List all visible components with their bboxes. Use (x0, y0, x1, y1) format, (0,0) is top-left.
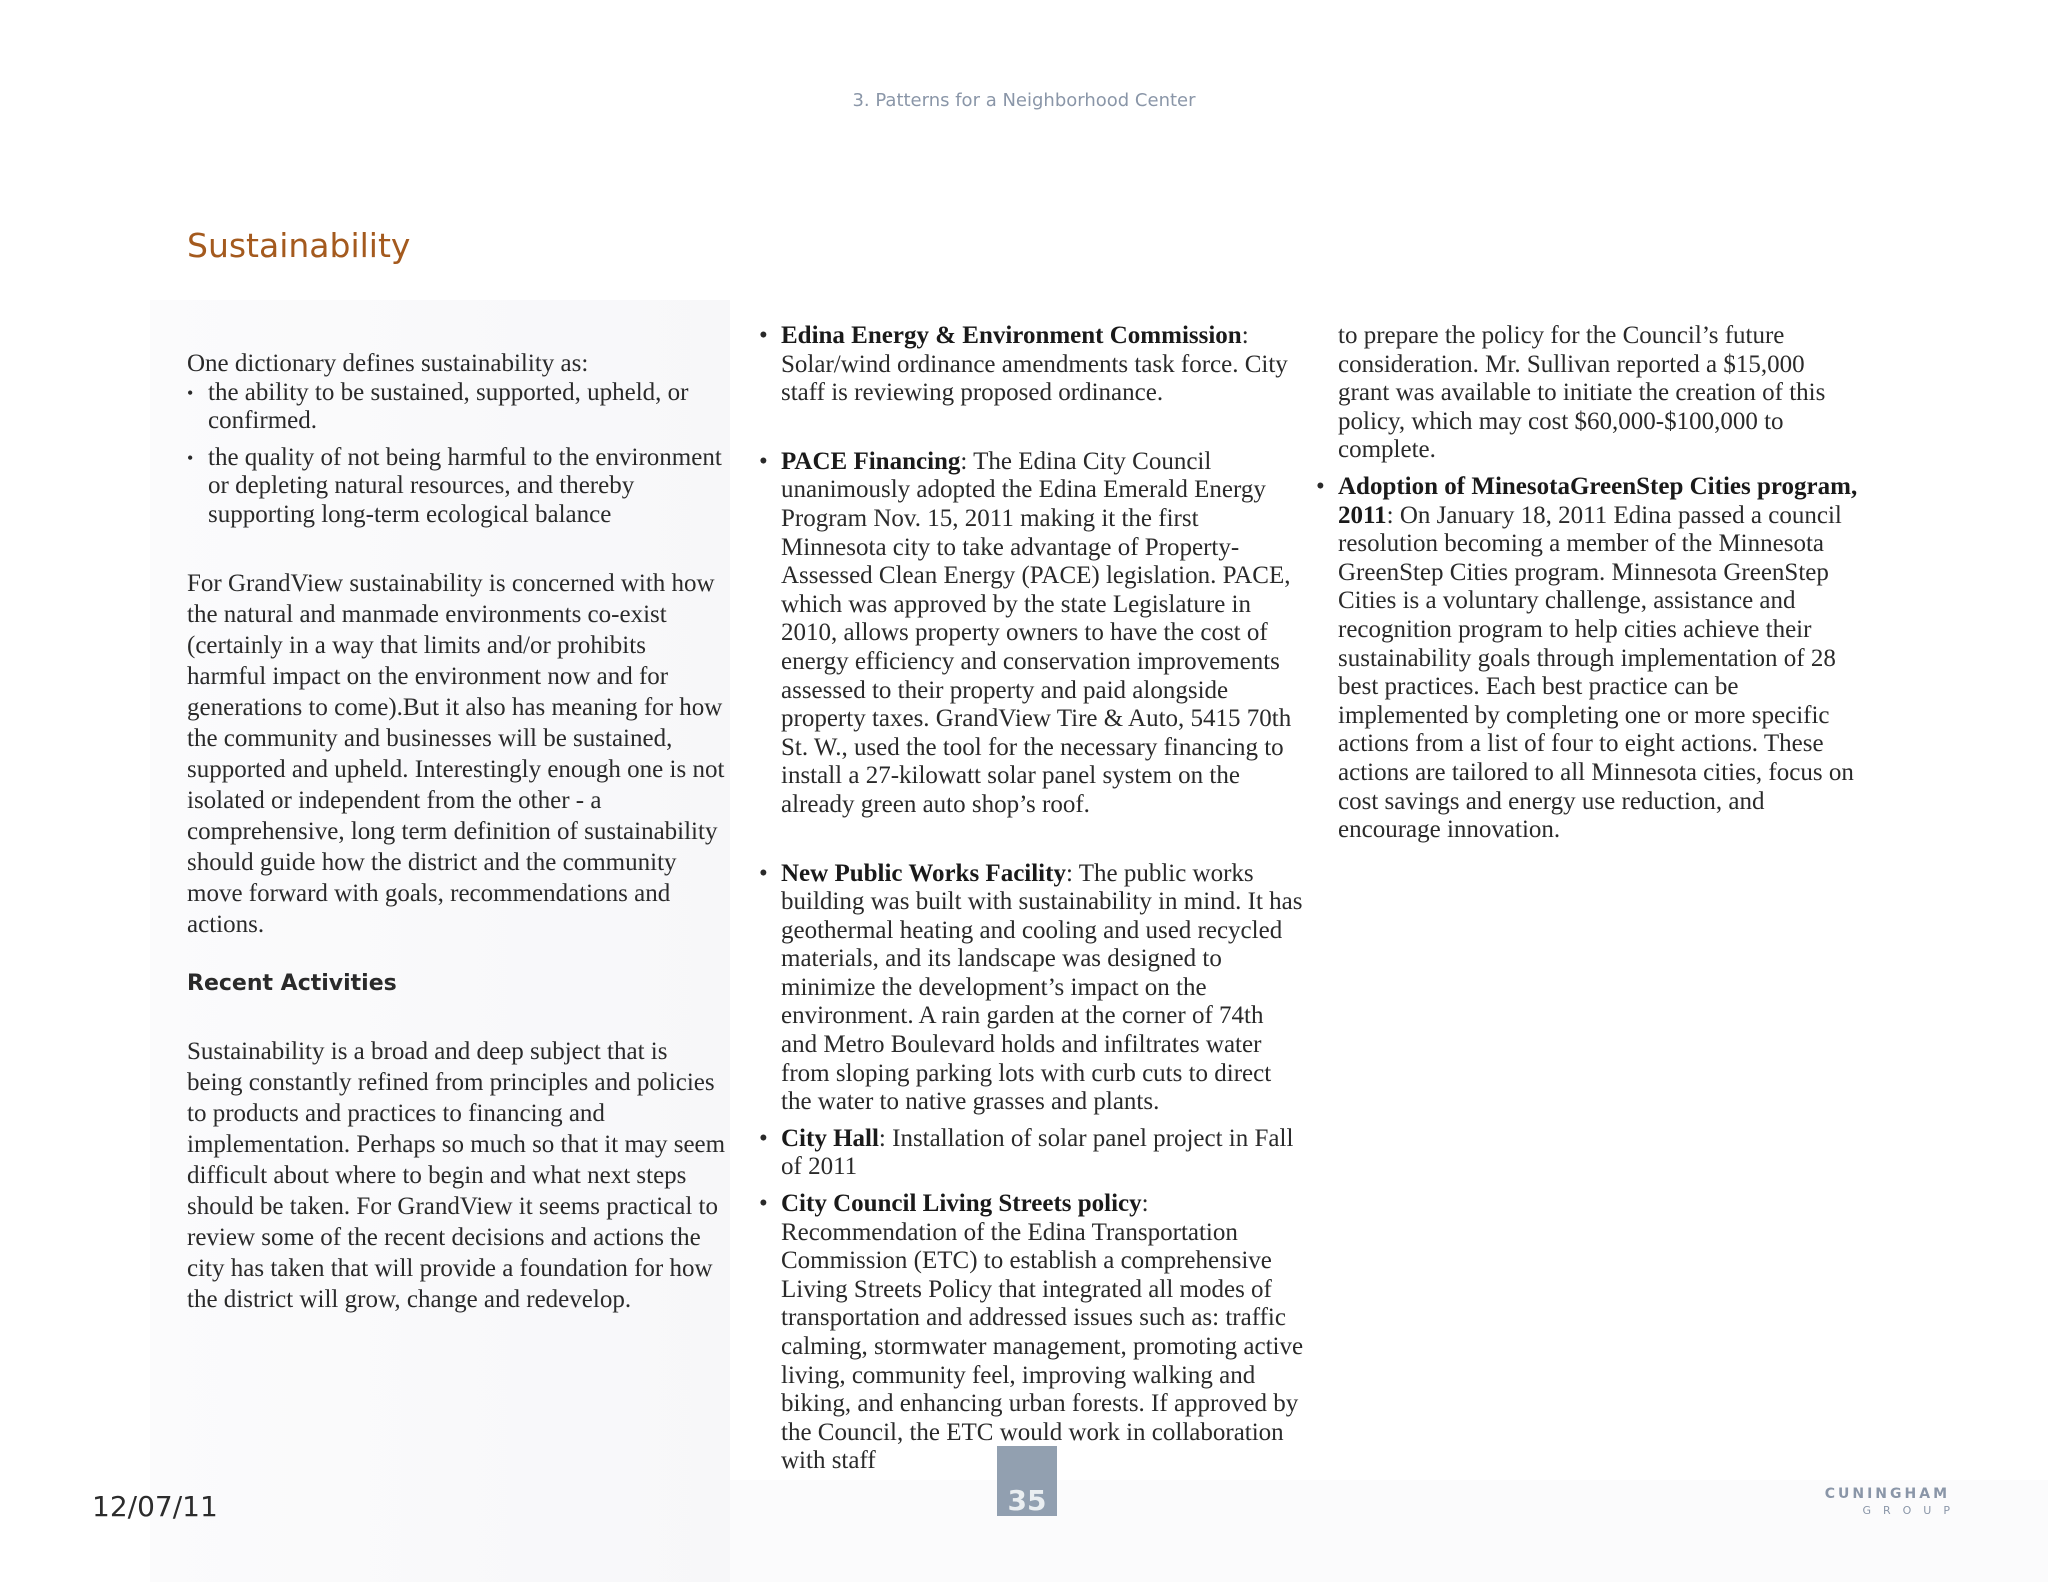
grandview-paragraph: For GrandView sustainability is concerned with how the natural and manmade environments co-exist (certainly in a way that limits and/or prohibits harmful impact on the environment now and for generations to come).But it also has meaning for how the community and businesses will be sustained, supported and upheld. Interestingly enough one is not isolated or independent from the other - a comprehensive, long term definition of sustainability should guide how the district and the community move forward with goals, recommendations and actions. (187, 569, 725, 938)
bullet-icon: • (759, 322, 768, 349)
activity-text: : Recommendation of the Edina Transportation Commission (ETC) to establish a comprehensive Living Streets Policy that integrated all modes of transportation and addressed issues such as: traffic calming, stormwater management, promoting active living, community feel, improving walking and biking, and enhancing urban forests. If approved by the Council, the ETC would work in collaboration with staff (781, 1190, 1304, 1475)
column-left (187, 350, 727, 1315)
activity-item (759, 1125, 1304, 1182)
recent-activities-paragraph: Sustainability is a broad and deep subject that is being constantly refined from principles and policies to products and practices to financing and implementation. Perhaps so much so that it may seem difficult about where to begin and what next steps should be taken. For GrandView it seems practical to review some of the recent decisions and actions the city has taken that will provide a foundation for how the district will grow, change and redevelop. (187, 1038, 726, 1314)
definition-text: the quality of not being harmful to the environment or depleting natural resources, and thereby supporting long-term ecological balance (208, 443, 722, 528)
definition-list (187, 379, 727, 530)
activity-text: : Solar/wind ordinance amendments task force. City staff is reviewing proposed ordinance. (781, 322, 1288, 407)
intro-lead: One dictionary defines sustainability as: (187, 350, 589, 377)
activity-text: : Installation of solar panel project in Fall of 2011 (781, 1124, 1294, 1181)
activity-title: PACE Financing (781, 447, 961, 475)
cuningham-group-logo (1820, 1486, 1962, 1517)
activity-title: New Public Works Facility (781, 859, 1066, 887)
column-middle (759, 322, 1304, 1476)
bullet-icon: • (759, 1124, 768, 1152)
activity-text: : The public works building was built with sustainability in mind. It has geothermal heating and cooling and used recycled materials, and its landscape was designed to minimize the development’s impact on the environment. A rain garden at the corner of 74th and Metro Boulevard holds and infiltrates water from sloping parking lots with curb cuts to direct the water to native grasses and plants. (781, 859, 1303, 1116)
bullet-icon: • (759, 859, 768, 887)
footer-date: 12/07/11 (92, 1490, 218, 1523)
activity-item (759, 448, 1304, 820)
bullet-icon: • (1316, 472, 1325, 500)
recent-activities-heading: Recent Activities (187, 970, 397, 996)
activity-item (759, 860, 1304, 1117)
activity-item (759, 1190, 1304, 1476)
activity-title: City Hall (781, 1124, 879, 1152)
bullet-icon: • (187, 447, 194, 468)
greenstep-item (1316, 473, 1858, 845)
definition-text: the ability to be sustained, supported, upheld, or confirmed. (208, 378, 689, 435)
page-title: Sustainability (187, 226, 411, 265)
definition-item (187, 379, 727, 436)
bullet-icon: • (187, 382, 194, 403)
bullet-icon: • (759, 447, 768, 475)
activity-title: Edina Energy & Environment Commission (781, 322, 1242, 349)
activity-text: : The Edina City Council unanimously adopted the Edina Emerald Energy Program Nov. 15, 2011 making it the first Minnesota city to take advantage of Property-Assessed Clean Energy (PACE) legislation. PACE, which was approved by the state Legislature in 2010, allows property owners to have the cost of energy efficiency and conservation improvements assessed to their property and paid alongside property taxes. GrandView Tire & Auto, 5415 70th St. W., used the tool for the necessary financing to install a 27-kilowatt solar panel system on the already green auto shop’s roof. (781, 447, 1292, 818)
greenstep-list (1316, 473, 1858, 845)
logo-wordmark: CUNINGHAM (1824, 1486, 1950, 1502)
greenstep-text: : On January 18, 2011 Edina passed a council resolution becoming a member of the Minnesota GreenStep Cities program. Minnesota GreenStep Cities is a voluntary challenge, assistance and recognition program to help cities achieve their sustainability goals through implementation of 28 best practices. Each best practice can be implemented by completing one or more specific actions from a list of four to eight actions. These actions are tailored to all Minnesota cities, focus on cost savings and energy use reduction, and encourage innovation. (1338, 501, 1854, 844)
running-header: 3. Patterns for a Neighborhood Center (852, 90, 1196, 111)
greenstep-title: Adoption of MinesotaGreenStep Cities program, 2011 (1338, 472, 1858, 529)
page-number-tab: 35 (997, 1446, 1057, 1516)
activities-list (759, 322, 1304, 1476)
activity-item (759, 322, 1304, 408)
activity-title: City Council Living Streets policy (781, 1190, 1142, 1218)
bullet-icon: • (759, 1190, 768, 1218)
definition-item (187, 444, 727, 530)
logo-subtext: GROUP (1862, 1504, 1962, 1517)
column-right (1316, 322, 1858, 845)
continuation-text: to prepare the policy for the Council’s future consideration. Mr. Sullivan reported a $15,000 grant was available to initiate the creation of this policy, which may cost $60,000-$100,000 to complete. (1338, 322, 1826, 464)
